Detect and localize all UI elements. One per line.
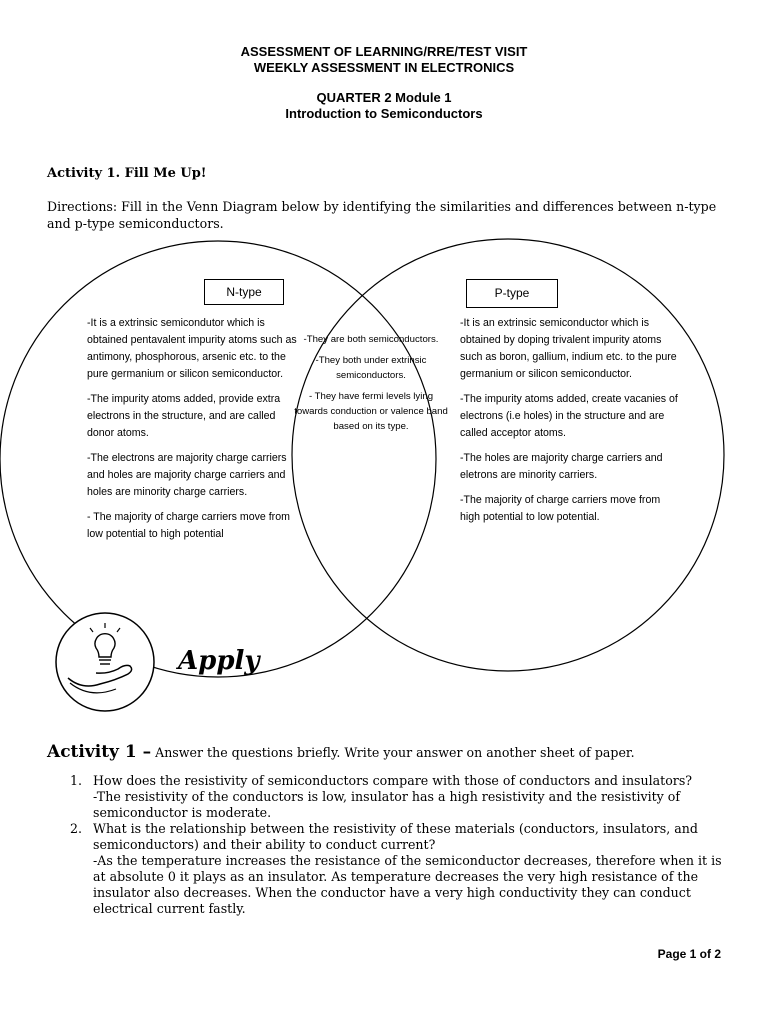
shared-item: -They both under extrinsic semiconductors. — [315, 355, 427, 381]
question-item — [70, 773, 730, 821]
apply-heading: Apply — [178, 646, 260, 676]
doc-header-topic: Introduction to Semiconductors — [285, 106, 483, 121]
page-number: Page 1 of 2 — [657, 947, 721, 961]
p-type-item: -The holes are majority charge carriers and eletrons are minority carriers. — [460, 452, 663, 481]
p-type-item: -The impurity atoms added, create vacanies of electrons (i.e holes) in the structure and are called acceptor atoms. — [460, 393, 678, 439]
n-type-item: -The electrons are majority charge carriers and holes are majority charge carriers and holes are minority charge carriers. — [87, 452, 287, 498]
n-type-item: -It is a extrinsic semicondutor which is obtained pentavalent impurity atoms such as antimony, phosphorous, arsenic etc. to the pure germanium or silicon semiconductor. — [87, 317, 297, 380]
question-number: 1. — [70, 773, 83, 788]
n-type-label: N-type — [204, 279, 284, 305]
n-type-item: -The impurity atoms added, provide extra electrons in the structure, and are called donor atoms. — [87, 393, 281, 439]
activity-directions: Directions: Fill in the Venn Diagram below by identifying the similarities and differences between n-type and p-type semiconductors. — [47, 199, 717, 231]
n-type-section — [87, 315, 301, 551]
shared-section — [294, 332, 448, 440]
p-type-item: -It is an extrinsic semiconductor which is obtained by doping trivalent impurity atoms such as boron, gallium, indium etc. to the pure germanium or silicon semiconductor. — [460, 317, 677, 380]
p-type-section — [460, 315, 682, 534]
lightbulb-hand-icon — [56, 613, 154, 711]
question-number: 2. — [70, 821, 83, 836]
question-text: How does the resistivity of semiconductors compare with those of conductors and insulators? — [93, 773, 693, 788]
p-type-label: P-type — [466, 279, 558, 308]
doc-header-quarter: QUARTER 2 Module 1 — [316, 90, 452, 105]
p-type-item: -The majority of charge carriers move from high potential to low potential. — [460, 494, 661, 523]
doc-header-line2: WEEKLY ASSESSMENT IN ELECTRONICS — [253, 60, 515, 75]
question-text: What is the relationship between the resistivity of these materials (conductors, insulators, and semiconductors) and their ability to conduct current? — [93, 821, 698, 852]
activity-answer-title: Activity 1 – — [47, 742, 152, 762]
answer-text: -As the temperature increases the resistance of the semiconductor decreases, therefore when it is at absolute 0 it plays as an insulator. As temperature decreases the very high resistance of the insulator also decreases. When the conductor have a very high conductivity they can conduct electrical current fastly. — [93, 853, 722, 916]
question-item — [70, 821, 730, 917]
question-list — [70, 773, 730, 917]
n-type-item: - The majority of charge carriers move from low potential to high potential — [87, 511, 290, 540]
activity-answer-heading — [47, 742, 635, 762]
shared-item: -They are both semiconductors. — [303, 334, 439, 345]
doc-header-line1: ASSESSMENT OF LEARNING/RRE/TEST VISIT — [240, 44, 528, 59]
activity-answer-instruction: Answer the questions briefly. Write your answer on another sheet of paper. — [151, 745, 635, 760]
answer-text: -The resistivity of the conductors is low, insulator has a high resistivity and the resistivity of semiconductor is moderate. — [93, 789, 681, 820]
shared-item: - They have fermi levels lying towards conduction or valence band based on its type. — [294, 391, 448, 432]
activity-fill-title: Activity 1. Fill Me Up! — [47, 166, 207, 181]
